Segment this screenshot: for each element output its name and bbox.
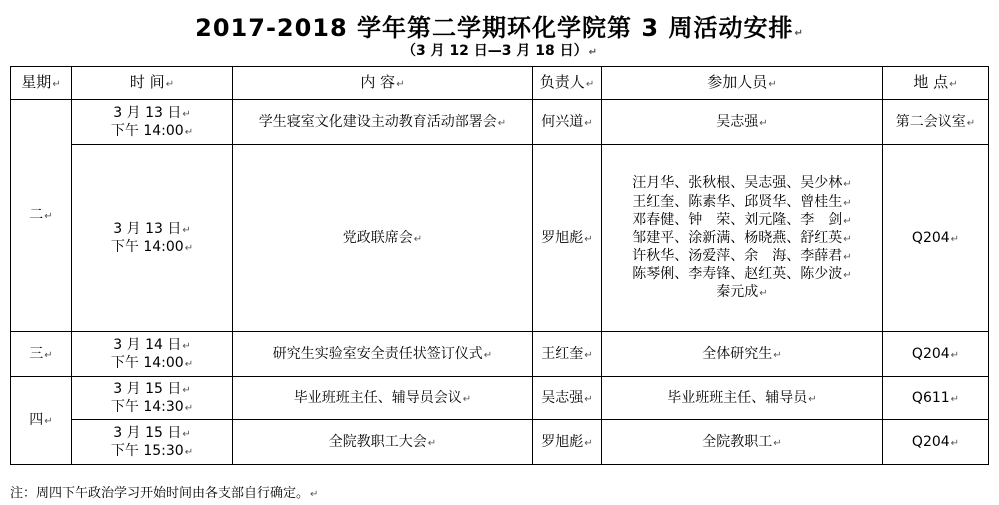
table-row <box>11 100 989 145</box>
time-cell: 3 月 13 日↵ 下午 14:00↵ <box>72 100 233 145</box>
location-cell: Q611↵ <box>883 377 989 420</box>
table-row <box>11 145 989 332</box>
table-row <box>11 377 989 420</box>
leader-cell: 王红奎↵ <box>533 332 602 377</box>
weekday-cell: 四↵ <box>11 377 72 465</box>
participants-cell: 汪月华、张秋根、吴志强、吴少林↵ 王红奎、陈素华、邱贤华、曾桂生↵ 邓春健、钟 荣、刘元隆、李 剑↵ 邹建平、涂新满、杨晓燕、舒红英↵ 许秋华、汤爱萍、余 海、李薛君↵ 陈琴俐、李寿锋、赵红英、陈少波↵ 秦元成↵ <box>602 145 883 332</box>
page-subtitle: （3 月 12 日—3 月 18 日）↵ <box>401 43 598 59</box>
content-cell: 党政联席会↵ <box>233 145 533 332</box>
leader-cell: 何兴道↵ <box>533 100 602 145</box>
location-cell: Q204↵ <box>883 420 989 465</box>
time-cell: 3 月 15 日↵ 下午 14:30↵ <box>72 377 233 420</box>
leader-cell: 吴志强↵ <box>533 377 602 420</box>
leader-cell: 罗旭彪↵ <box>533 420 602 465</box>
content-cell: 毕业班班主任、辅导员会议↵ <box>233 377 533 420</box>
content-cell: 学生寝室文化建设主动教育活动部署会↵ <box>233 100 533 145</box>
time-cell: 3 月 13 日↵ 下午 14:00↵ <box>72 145 233 332</box>
time-cell: 3 月 14 日↵ 下午 14:00↵ <box>72 332 233 377</box>
weekday-cell: 二↵ <box>11 100 72 332</box>
header-time: 时 间↵ <box>72 67 233 100</box>
header-location: 地 点↵ <box>883 67 989 100</box>
content-cell: 研究生实验室安全责任状签订仪式↵ <box>233 332 533 377</box>
footnote: 注：周四下午政治学习开始时间由各支部自行确定。↵ <box>10 486 319 501</box>
weekday-cell: 三↵ <box>11 332 72 377</box>
header-row <box>11 67 989 100</box>
schedule-table <box>10 66 989 465</box>
content-cell: 全院教职工大会↵ <box>233 420 533 465</box>
table-row <box>11 332 989 377</box>
location-cell: Q204↵ <box>883 332 989 377</box>
table-row <box>11 420 989 465</box>
page-title: 2017-2018 学年第二学期环化学院第 3 周活动安排↵ <box>195 14 804 42</box>
header-content: 内 容↵ <box>233 67 533 100</box>
participants-cell: 吴志强↵ <box>602 100 883 145</box>
header-leader: 负责人↵ <box>533 67 602 100</box>
time-cell: 3 月 15 日↵ 下午 15:30↵ <box>72 420 233 465</box>
participants-cell: 毕业班班主任、辅导员↵ <box>602 377 883 420</box>
header-participants: 参加人员↵ <box>602 67 883 100</box>
header-weekday: 星期↵ <box>11 67 72 100</box>
participants-cell: 全体研究生↵ <box>602 332 883 377</box>
location-cell: Q204↵ <box>883 145 989 332</box>
participants-cell: 全院教职工↵ <box>602 420 883 465</box>
location-cell: 第二会议室↵ <box>883 100 989 145</box>
leader-cell: 罗旭彪↵ <box>533 145 602 332</box>
